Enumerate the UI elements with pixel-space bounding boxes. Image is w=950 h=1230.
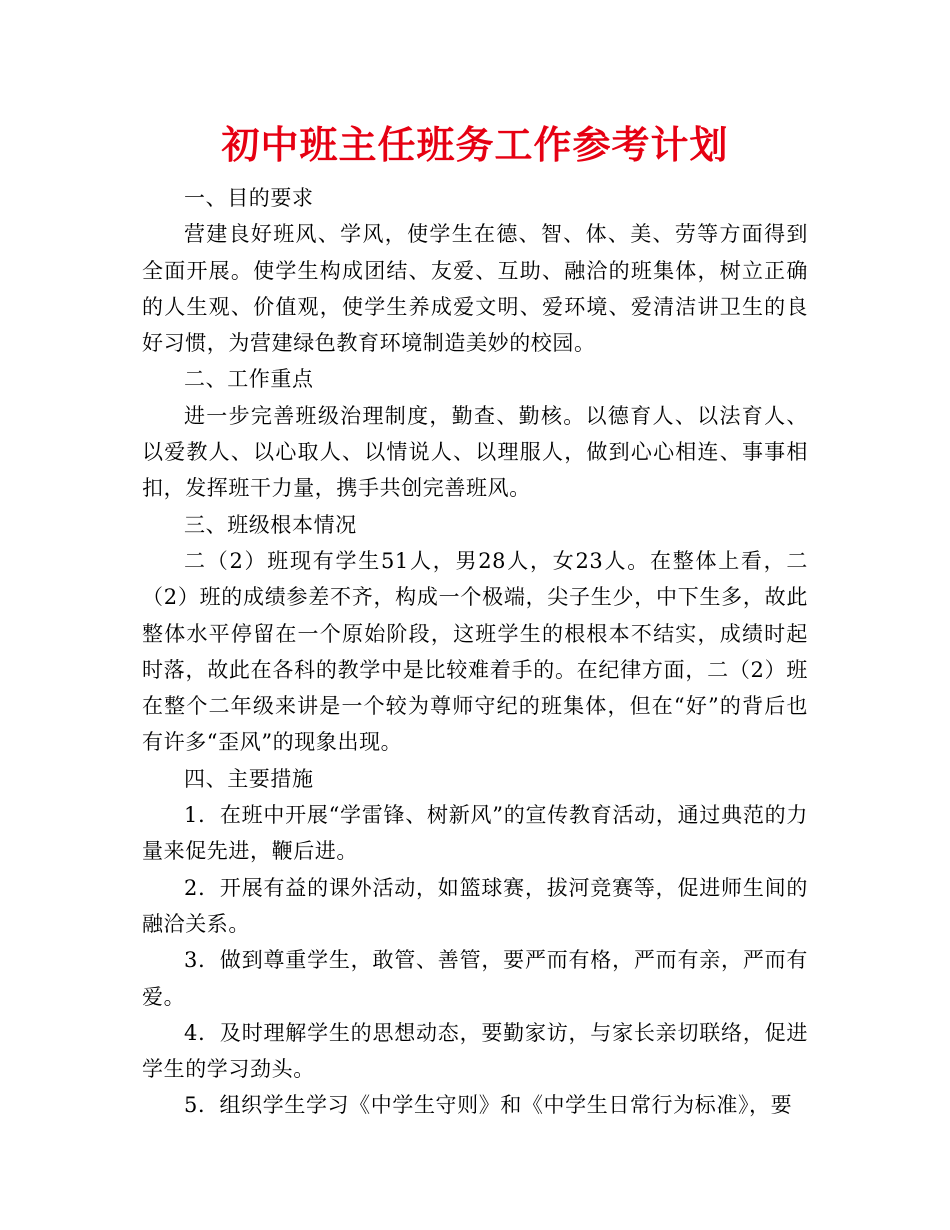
paragraph-class-situation: 二（2）班现有学生51人，男28人，女23人。在整体上看，二（2）班的成绩参差不齐，构成一个极端，尖子生少，中下生多，故此整体水平停留在一个原始阶段，这班学生的根根本不结实，成绩时起时落，故此在各科的教学中是比较难着手的。在纪律方面，二（2）班在整个二年级来讲是一个较为尊师守纪的班集体，但在“好”的背后也有许多“歪风”的现象出现。 (142, 548, 808, 755)
section-heading-focus: 二、工作重点 (184, 367, 314, 392)
document-title: 初中班主任班务工作参考计划 (221, 123, 729, 167)
paragraph-focus: 进一步完善班级治理制度，勤查、勤核。以德育人、以法育人、以爱教人、以心取人、以情说人、以理服人，做到心心相连、事事相扣，发挥班干力量，携手共创完善班风。 (142, 403, 808, 501)
measure-item-3: 3．做到尊重学生，敢管、善管，要严而有格，严而有亲，严而有爱。 (142, 948, 808, 1009)
section-heading-goals: 一、目的要求 (184, 186, 314, 210)
paragraph-goals: 营建良好班风、学风，使学生在德、智、体、美、劳等方面得到全面开展。使学生构成团结、友爱、互助、融洽的班集体，树立正确的人生观、价值观，使学生养成爱文明、爱环境、爱清洁讲卫生的良好习惯，为营建绿色教育环境制造美妙的校园。 (142, 222, 808, 356)
measure-item-5: 5．组织学生学习《中学生守则》和《中学生日常行为标准》，要 (184, 1093, 793, 1118)
measure-item-2: 2．开展有益的课外活动，如篮球赛，拔河竞赛等，促进师生间的融洽关系。 (142, 875, 808, 936)
section-heading-class-situation: 三、班级根本情况 (184, 512, 357, 537)
measure-item-4: 4．及时理解学生的思想动态，要勤家访，与家长亲切联络，促进学生的学习劲头。 (142, 1020, 808, 1082)
measure-item-1: 1．在班中开展“学雷锋、树新风”的宣传教育活动，通过典范的力量来促先进，鞭后进。 (142, 803, 808, 864)
section-heading-measures: 四、主要措施 (184, 766, 314, 791)
